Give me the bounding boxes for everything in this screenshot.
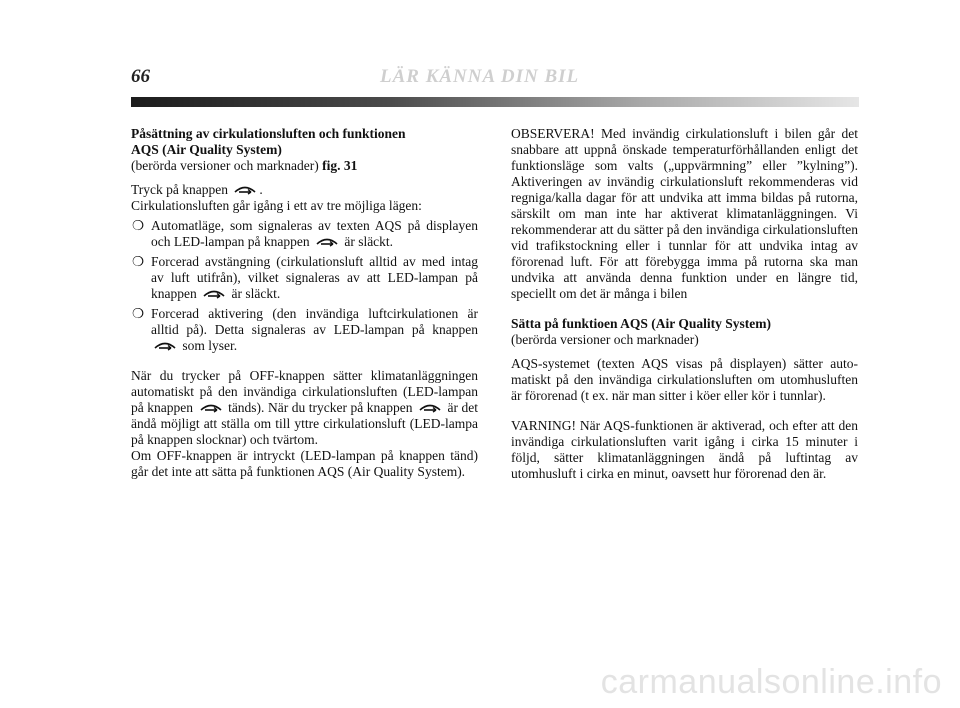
observe-note: OBSERVERA! Med invändig cirkulationsluft i bilen går det snabbare att uppnå önskade temperaturförhållanden enligt det funktionsläge som valts („uppvärmning” eller ”kylning”). Aktiveringen av invändig cirkulationsluft rekommenderas vid regniga/kalla dagar för att undvika att imma bildas på rutorna, särskilt om man inte har aktiverat klimatanläggningen. Vi rekommenderar att du sätter på den invändiga cirkulationsluften vid trafikstockning eller i tunnlar för att undvika intag av förorenad luft. För att förebygga imma på rutorna ska man undvika att använda denna funktion under en längre tid, speciellt om det är många i bilen — [511, 126, 858, 301]
recirculation-button-icon — [418, 402, 442, 413]
recirculation-button-icon — [233, 184, 257, 195]
aqs-heading: Sätta på funktioen AQS (Air Quality System) — [511, 316, 772, 331]
recirculation-button-icon — [202, 288, 226, 299]
figure-reference: fig. 31 — [322, 158, 358, 173]
watermark: carmanualsonline.info — [600, 663, 942, 701]
modes-intro: Cirkulationsluften går igång i ett av tre möjliga lägen: — [131, 198, 422, 213]
list-item: ❍ Forcerad avstängning (cirkulationsluft alltid av med intag av luft utifrån), vilket signaleras av att LED-lampan på knappen är släckt. — [132, 254, 478, 301]
recirculation-button-icon — [199, 402, 223, 413]
left-column — [131, 126, 478, 480]
press-instruction: Tryck på knappen . — [131, 182, 263, 197]
header-rule — [131, 97, 859, 107]
right-column — [511, 126, 858, 482]
page-header-title: LÄR KÄNNA DIN BIL — [380, 66, 580, 87]
aqs-subheading: (berörda versioner och marknader) — [511, 332, 699, 347]
off-button-aqs-paragraph: Om OFF-knappen är intryckt (LED-lampan på knappen tänd) går det inte att sätta på funktionen AQS (Air Quality System). — [131, 448, 478, 479]
recirculation-button-icon — [315, 236, 339, 247]
list-item: ❍ Forcerad aktivering (den invändiga luftcirkulationen är alltid på). Detta signaleras av LED-lampan på knappen som lyser. — [132, 306, 478, 353]
bullet-icon: ❍ — [132, 306, 145, 321]
page-number: 66 — [131, 66, 150, 87]
section-heading: Påsättning av cirkulationsluften och funktionen AQS (Air Quality System) — [131, 126, 406, 157]
section-subheading: (berörda versioner och marknader) fig. 31 — [131, 158, 358, 173]
bullet-icon: ❍ — [132, 218, 145, 233]
warning-note: VARNING! När AQS-funktionen är aktiverad, och efter att den invändiga cirkulationsluften varit igång i cirka 15 minuter i följd, sätter klimatanläggningen ändå på luftintag av utomhusluft i cirka en minut, oavsett hur förorenad den är. — [511, 418, 858, 481]
bullet-icon: ❍ — [132, 254, 145, 269]
recirculation-button-icon — [153, 340, 177, 351]
aqs-description: AQS-systemet (texten AQS visas på displayen) sätter automatiskt på den invändiga cirkulationsluften om utomhusluften är förorenad (t ex. när man sitter i köer eller kör i tunnlar). — [511, 356, 858, 403]
off-button-paragraph: När du trycker på OFF-knappen sätter klimatanläggningen automatiskt på den invändiga cirkulationsluften (LED-lampan på knappen tänds). När du trycker på knappen är det ändå möjligt att ställa om till yttre cirkulationsluft (LED-lampa på knappen slocknar) och tvärtom. — [131, 368, 479, 447]
list-item: ❍ Automatläge, som signaleras av texten AQS på displayen och LED-lampan på knappen är släckt. — [132, 218, 478, 249]
